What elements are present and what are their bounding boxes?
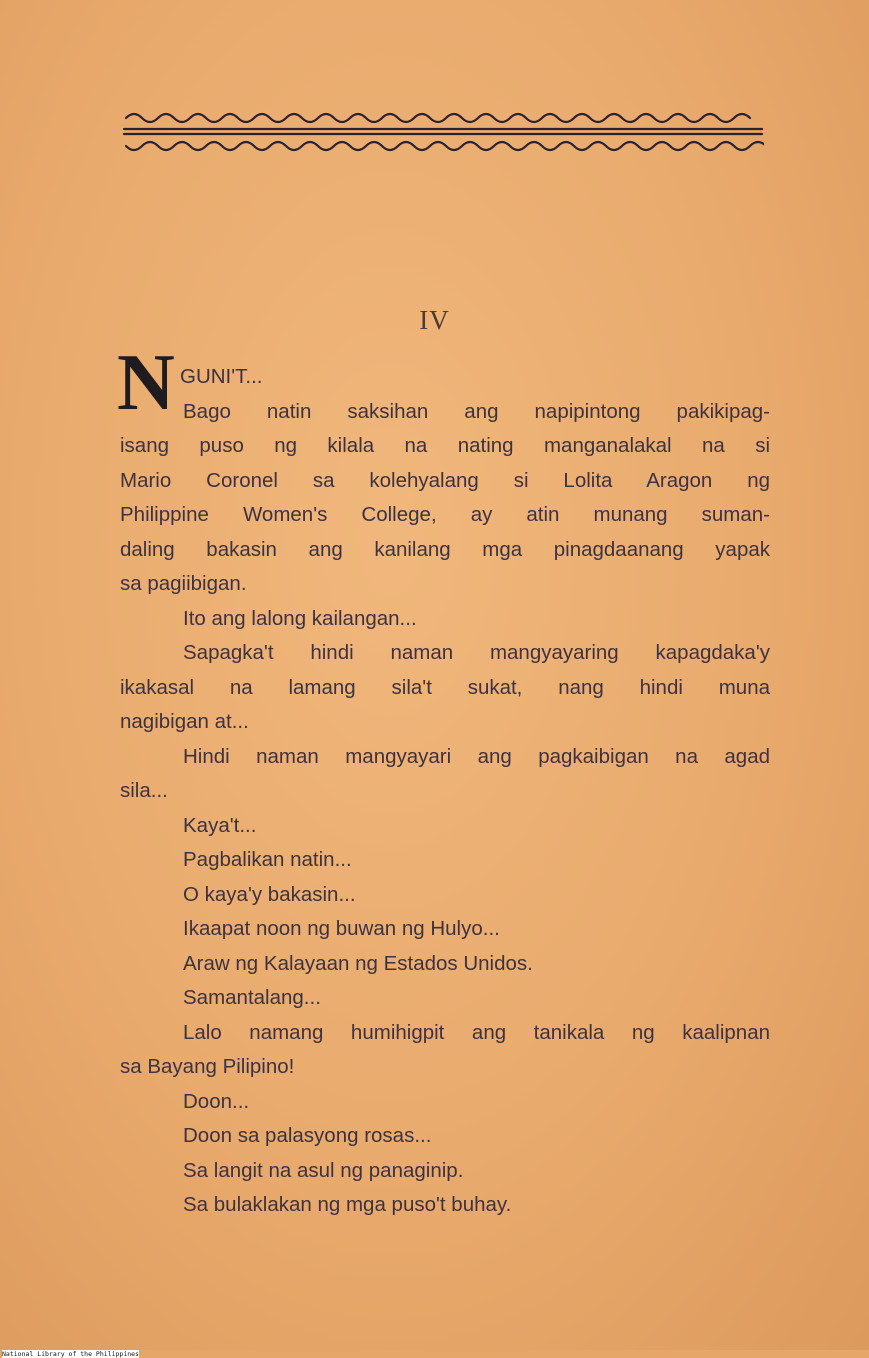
chapter-number: IV [419, 305, 450, 335]
text-line: Ikaapat noon ng buwan ng Hulyo... [183, 917, 500, 940]
text-line: sa pagiibigan. [120, 572, 247, 595]
library-credit: National Library of the Philippines [2, 1350, 139, 1358]
text-line: isang puso ng kilala na nating manganalakal na si [120, 434, 770, 457]
text-line: GUNI'T... [180, 365, 263, 388]
text-line: Sa langit na asul ng panaginip. [183, 1158, 464, 1182]
drop-cap: N [117, 339, 175, 427]
text-line: ikakasal na lamang sila't sukat, nang hindi muna [120, 675, 770, 699]
text-line: Bago natin saksihan ang napipintong pakikipag- [183, 399, 770, 423]
text-line: nagibigan at... [120, 710, 249, 733]
text-line: Samantalang... [183, 986, 321, 1009]
ornamental-border [122, 108, 764, 158]
text-line: Sapagka't hindi naman mangyayaring kapagdaka'y [183, 641, 770, 664]
text-line: daling bakasin ang kanilang mga pinagdaanang yapak [120, 537, 770, 561]
text-line: Ito ang lalong kailangan... [183, 606, 417, 630]
text-line: Doon... [183, 1089, 250, 1113]
text-line: Hindi naman mangyayari ang pagkaibigan na agad [183, 744, 770, 768]
body-text [120, 360, 770, 1223]
text-line: Pagbalikan natin... [183, 848, 352, 871]
text-line: Lalo namang humihigpit ang tanikala ng kaalipnan [183, 1020, 770, 1044]
text-line: Kaya't... [183, 813, 257, 837]
text-line: sila... [120, 779, 168, 802]
text-line: Mario Coronel sa kolehyalang si Lolita Aragon ng [120, 468, 770, 492]
text-line: Philippine Women's College, ay atin munang suman- [120, 503, 770, 526]
text-line: Araw ng Kalayaan ng Estados Unidos. [183, 951, 533, 975]
text-line: O kaya'y bakasin... [183, 882, 356, 906]
text-line: Doon sa palasyong rosas... [183, 1124, 432, 1147]
text-line: Sa bulaklakan ng mga puso't buhay. [183, 1193, 512, 1216]
text-line: sa Bayang Pilipino! [120, 1055, 295, 1078]
